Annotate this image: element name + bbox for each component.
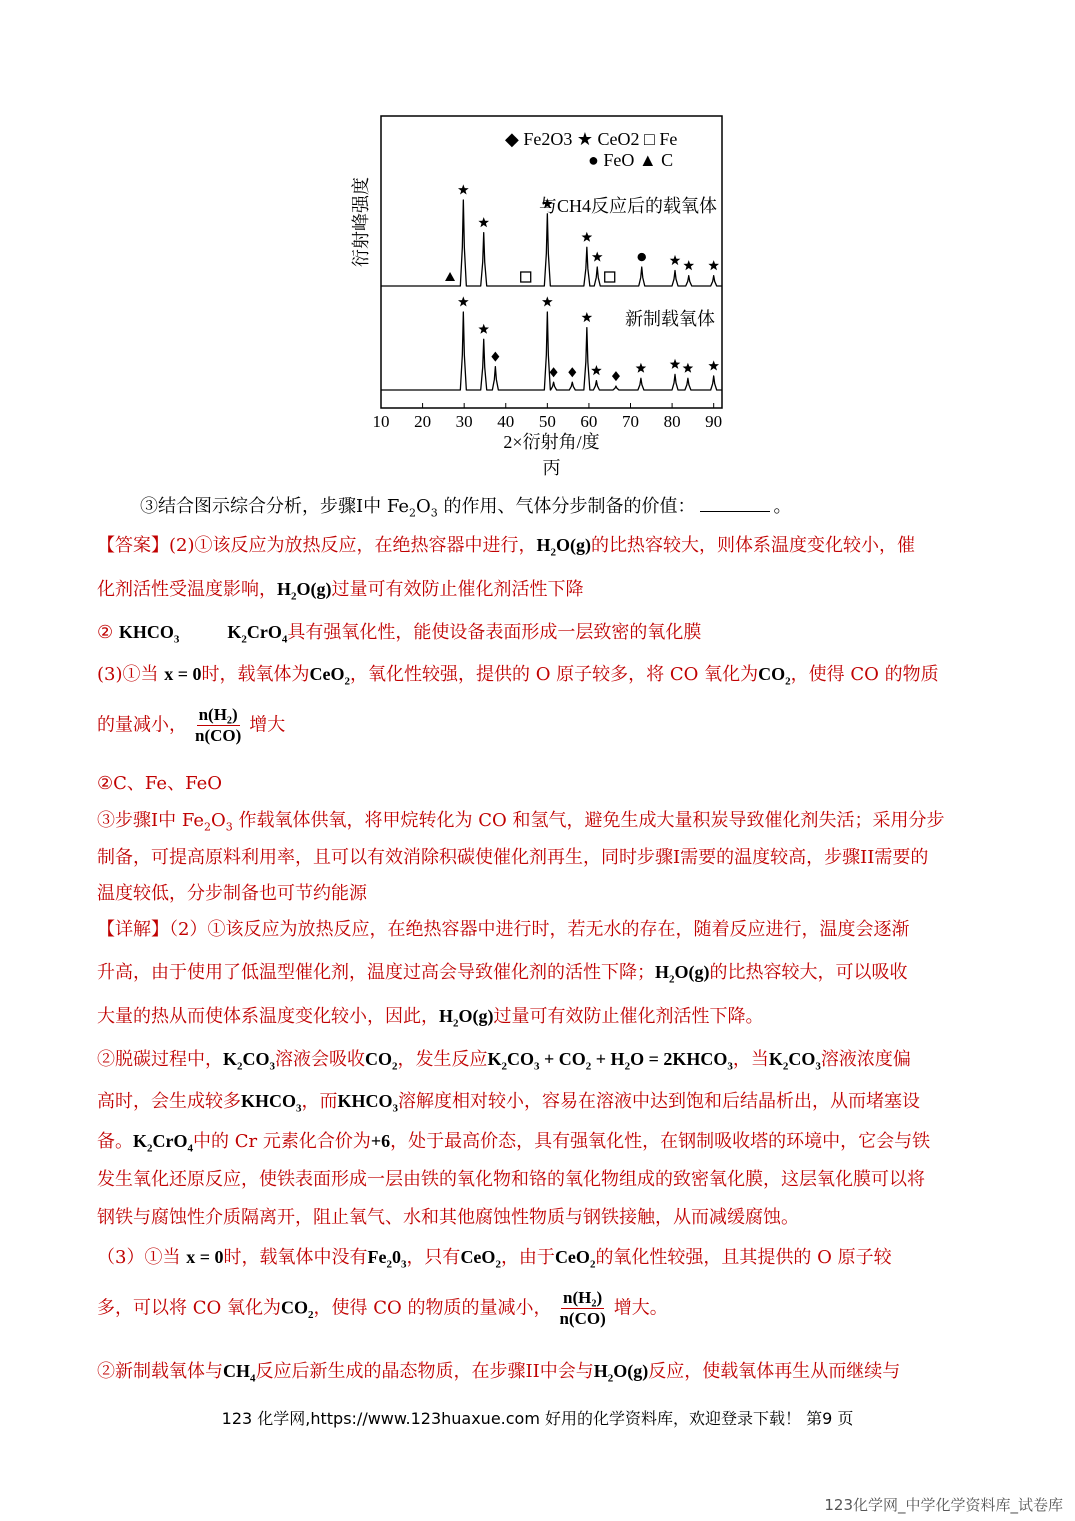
detail-line-6: 备。$K_2CrO_4$中的 Cr 元素化合价为+6，处于最高价态，具有强氧化性，在钢制吸收塔的环境中，它会与铁 <box>97 1131 931 1155</box>
diamond-marker <box>568 367 576 377</box>
detail-line-1: 【详解】（2）①该反应为放热反应，在绝热容器中进行时，若无水的存在，随着反应进行，温度会逐渐 <box>97 919 910 940</box>
square-marker <box>605 272 615 282</box>
answer-blank <box>700 497 770 512</box>
diamond-marker <box>550 367 558 377</box>
square-marker <box>521 272 531 282</box>
star-marker <box>591 365 602 375</box>
y-axis-label: 衍射峰强度 <box>351 177 371 267</box>
diamond-marker <box>491 352 499 362</box>
star-marker <box>458 184 469 194</box>
triangle-marker <box>445 272 455 281</box>
star-marker <box>683 260 694 270</box>
watermark-text: 123化学网_中学化学资料库_试卷库 <box>824 1496 1063 1514</box>
x-tick-label: 70 <box>622 412 640 431</box>
answer-line-1: 【答案】(2)①该反应为放热反应，在绝热容器中进行，$H_2O(g)$的比热容较大，则体系温度变化较小，催 <box>97 535 916 559</box>
detail-line-7: 发生氧化还原反应，使铁表面形成一层由铁的氧化物和铬的氧化物组成的致密氧化膜，这层氧化膜可以将 <box>97 1169 925 1190</box>
detail-line-9: （3）①当 x = 0时，载氧体中没有$Fe_20_3$，只有CeO$_2$，由于CeO$_2$的氧化性较强，且其提供的 O 原子较 <box>97 1247 892 1271</box>
fraction: $\frac{\text{n(H₂)}}{n(CO)}$ <box>559 1288 606 1328</box>
star-marker <box>708 260 719 270</box>
answer-line-8: 制备，可提高原料利用率，且可以有效消除积碳使催化剂再生，同时步骤I需要的温度较高，步骤II需要的 <box>97 847 929 868</box>
x-tick-label: 50 <box>538 412 556 431</box>
star-marker <box>592 252 603 262</box>
detail-line-3: 大量的热从而使体系温度变化较小，因此，$H_2O(g)$过量可有效防止催化剂活性下降。 <box>97 1006 764 1030</box>
detail-line-11: ②新制载氧体与$CH_4$反应后新生成的晶态物质，在步骤II中会与$H_2O(g)$反应，使载氧体再生从而继续与 <box>97 1361 901 1385</box>
x-tick-label: 20 <box>414 412 432 431</box>
star-marker <box>478 324 489 334</box>
detail-line-8: 钢铁与腐蚀性介质隔离开，阻止氧气、水和其他腐蚀性物质与钢铁接触，从而减缓腐蚀。 <box>97 1207 799 1228</box>
legend-row-2: ● FeO ▲ C <box>588 150 674 170</box>
answer-line-3: ② $KHCO_3$ $K_2CrO_4$具有强氧化性，能使设备表面形成一层致密的氧化膜 <box>97 622 702 646</box>
page-footer: 123 化学网,https://www.123huaxue.com 好用的化学资料库，欢迎登录下载！ 第9 页 <box>221 1409 854 1428</box>
chart-caption: 丙 <box>542 458 561 478</box>
x-tick-label: 40 <box>497 412 515 431</box>
x-tick-label: 10 <box>372 412 390 431</box>
answer-line-5: 的量减小， $\frac{\text{n(H₂)}}{n(CO)}$ 增大 <box>97 705 286 745</box>
x-tick-label: 90 <box>705 412 723 431</box>
star-marker <box>478 217 489 227</box>
star-marker <box>582 312 593 322</box>
series-label-2: 新制载氧体 <box>625 309 715 329</box>
x-axis-label: 2×衍射角/度 <box>503 432 600 452</box>
xrd-chart <box>345 112 735 482</box>
answer-line-9: 温度较低，分步制备也可节约能源 <box>97 883 367 904</box>
star-marker <box>670 359 681 369</box>
circle-marker <box>638 253 646 261</box>
detail-line-5: 高时，会生成较多$KHCO_3$，而$KHCO_3$溶解度相对较小，容易在溶液中达到饱和后结晶析出，从而堵塞设 <box>97 1091 921 1115</box>
series-label-1: 与CH4反应后的载氧体 <box>538 196 717 216</box>
x-tick-label: 30 <box>455 412 473 431</box>
answer-line-2: 化剂活性受温度影响，$H_2O(g)$过量可有效防止催化剂活性下降 <box>97 579 584 603</box>
fraction: $\frac{\text{n(H₂)}}{n(CO)}$ <box>195 705 242 745</box>
star-marker <box>458 296 469 306</box>
star-marker <box>708 360 719 370</box>
legend-row-1: ◆ Fe2O3 ★ CeO2 □ Fe <box>505 129 678 149</box>
detail-line-2: 升高，由于使用了低温型催化剂，温度过高会导致催化剂的活性下降；$H_2O(g)$的比热容较大，可以吸收 <box>97 962 908 986</box>
question-line: ③结合图示综合分析，步骤I中 $Fe_2O_3$ 的作用、气体分步制备的价值： 。 <box>140 496 792 520</box>
x-tick-label: 60 <box>580 412 598 431</box>
diamond-marker <box>612 371 620 381</box>
detail-line-4: ②脱碳过程中，$K_2CO_3$溶液会吸收$CO_2$，发生反应$K_2CO_3 + CO_2 + H_2O$ = $2KHCO_3$，当$K_2CO_3$溶液浓度偏 <box>97 1049 911 1073</box>
star-marker <box>542 296 553 306</box>
star-marker <box>670 255 681 265</box>
star-marker <box>582 232 593 242</box>
answer-line-4: (3)①当 x = 0时，载氧体为CeO$_2$，氧化性较强，提供的 O 原子较多，将 CO 氧化为$CO_2$，使得 CO 的物质 <box>97 664 939 688</box>
star-marker <box>636 363 647 373</box>
answer-line-6: ②C、Fe、FeO <box>97 773 222 794</box>
answer-line-7: ③步骤I中 $Fe_2O_3$ 作载氧体供氧，将甲烷转化为 CO 和氢气，避免生成大量积炭导致催化剂失活；采用分步 <box>97 810 945 834</box>
detail-line-10: 多，可以将 CO 氧化为$CO_2$，使得 CO 的物质的量减小， $\frac{\text{n(H₂)}}{n(CO)}$ 增大。 <box>97 1288 668 1328</box>
star-marker <box>683 363 694 373</box>
x-tick-label: 80 <box>663 412 681 431</box>
